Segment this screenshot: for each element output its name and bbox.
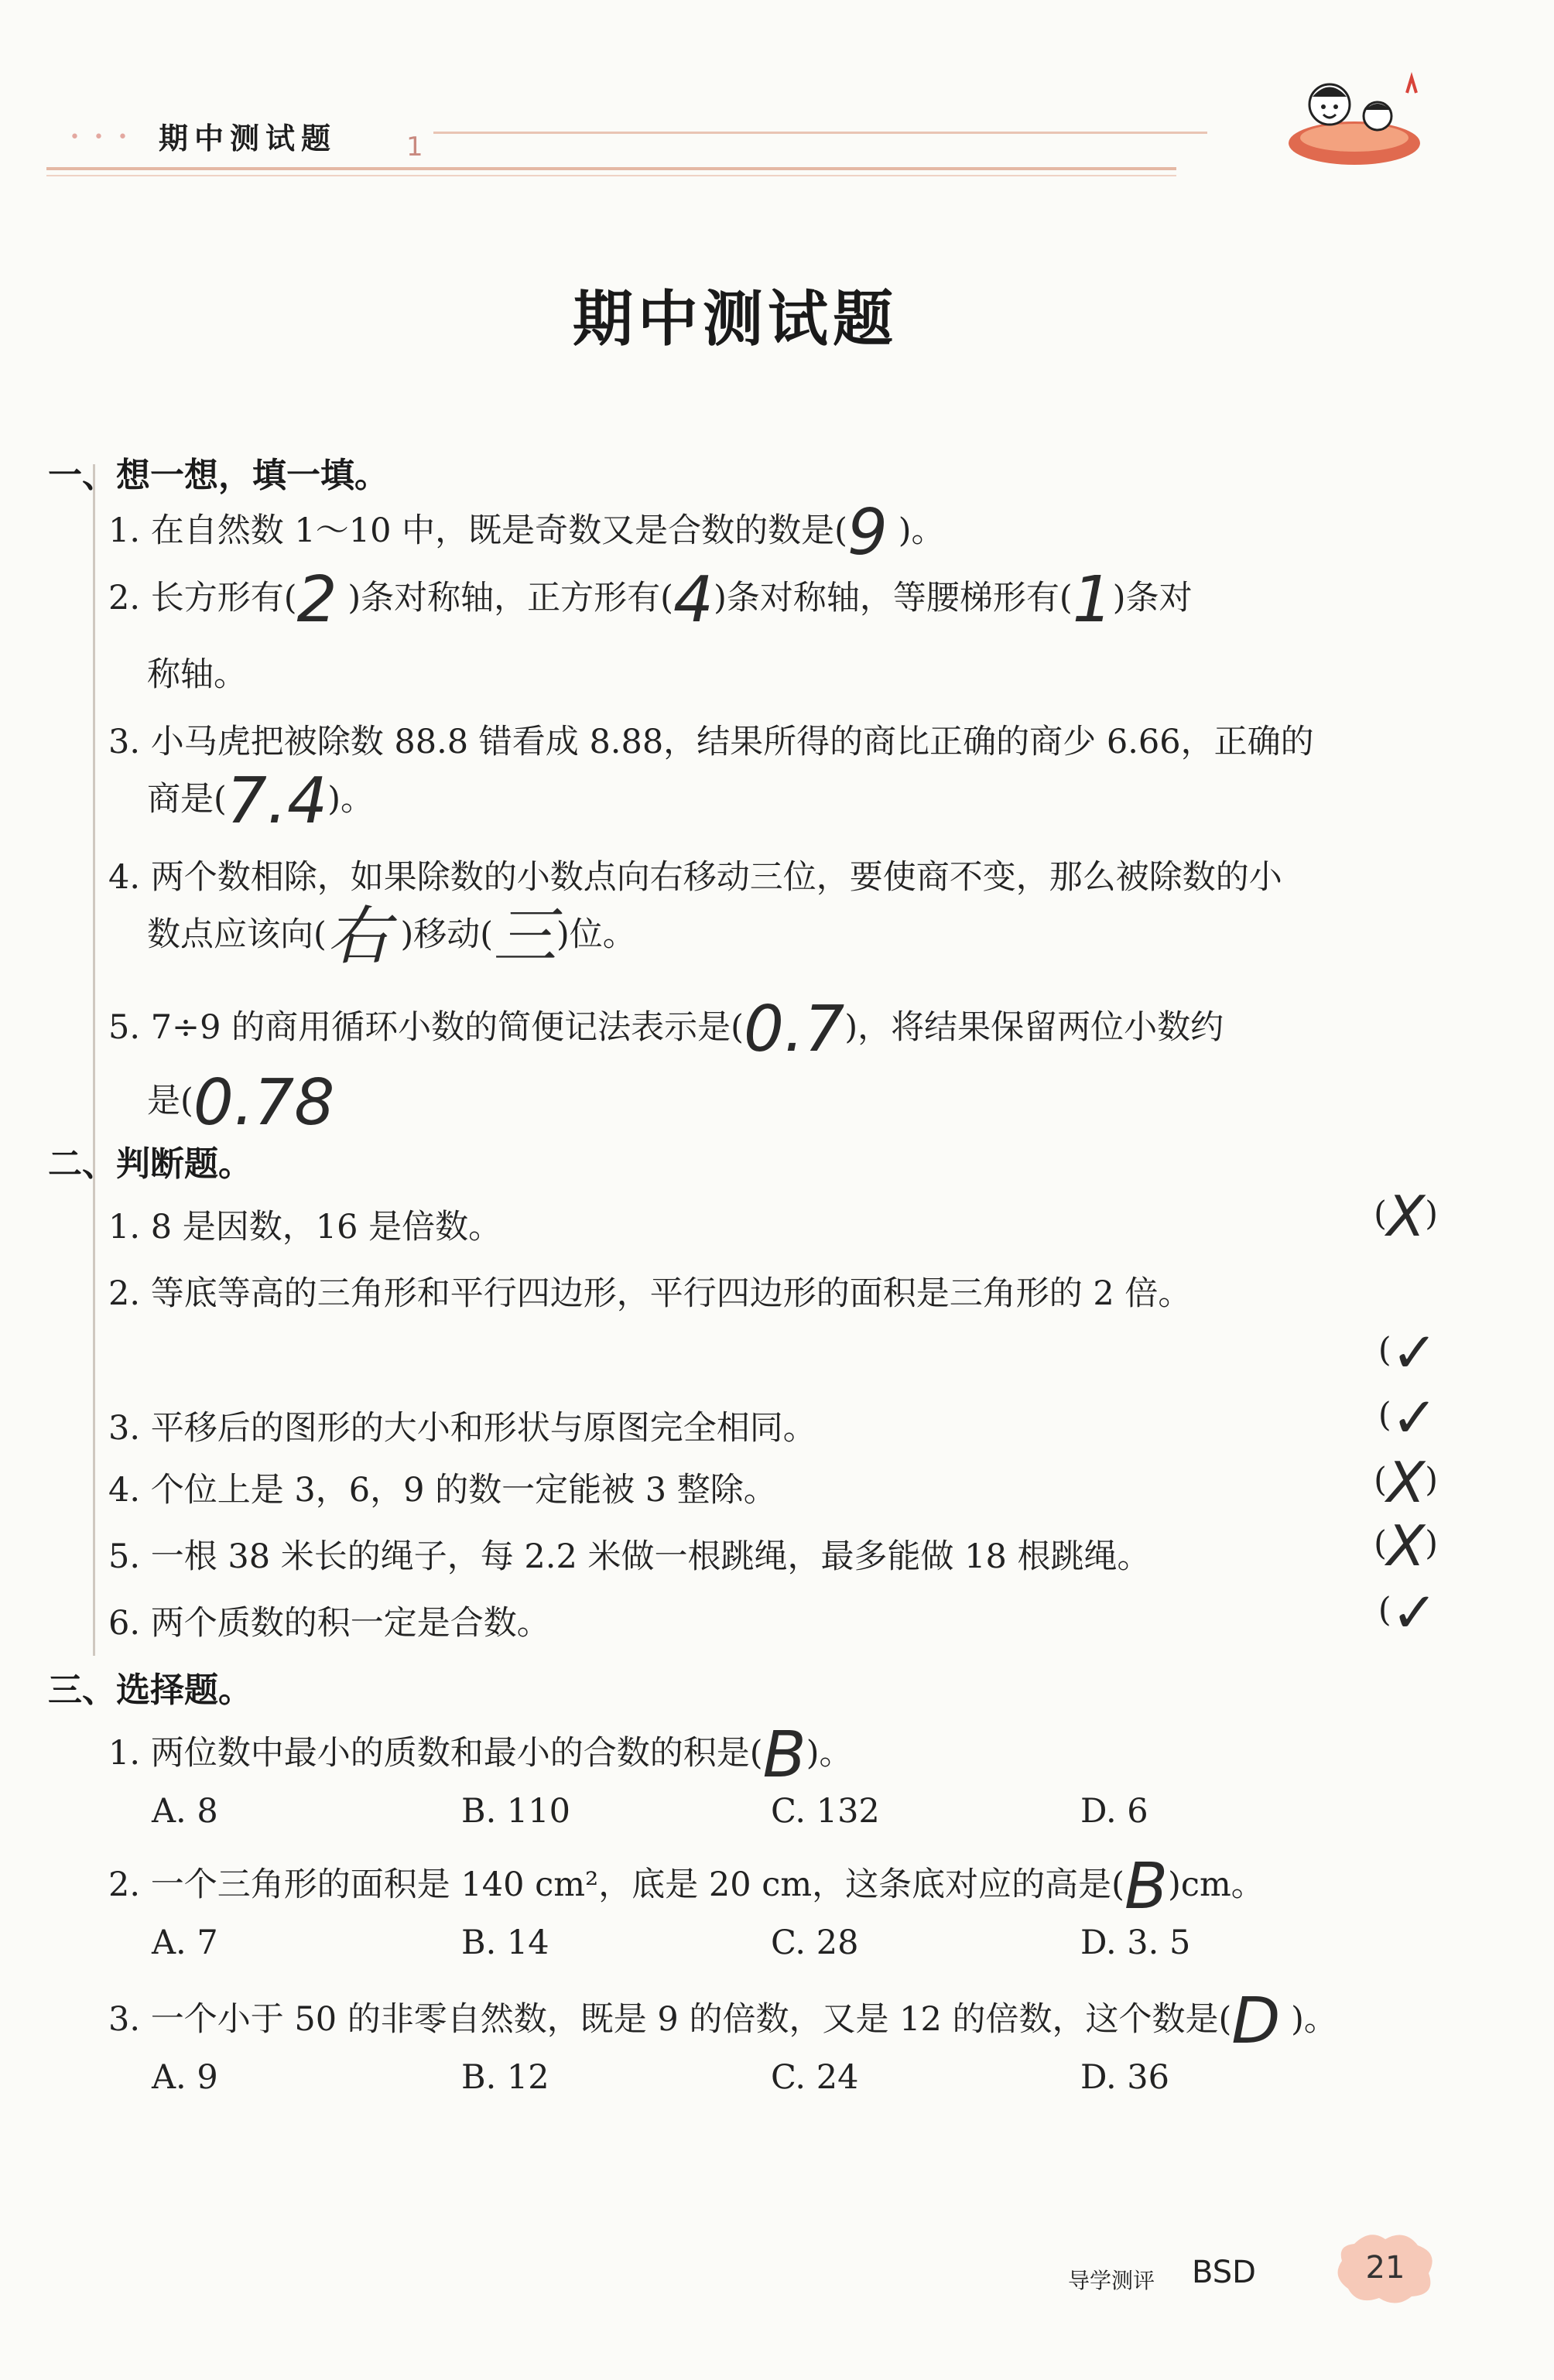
choice-q2-option-d: D. 3. 5	[1080, 1923, 1191, 1962]
fill-q2-line2: 称轴。	[147, 655, 247, 694]
section-judge-heading: 二、判断题。	[48, 1144, 252, 1184]
choice-q3-option-b: B. 12	[461, 2058, 549, 2097]
handwritten-answer: B	[1124, 1850, 1169, 1923]
margin-line	[93, 464, 95, 1656]
choice-q1-option-b: B. 110	[461, 1792, 571, 1831]
fill-q3-line1: 3. 小马虎把被除数 88.8 错看成 8.88，结果所得的商比正确的商少 6.66，正确的	[108, 723, 1314, 761]
choice-q3-option-d: D. 36	[1080, 2058, 1169, 2097]
header-bar-thin	[46, 175, 1176, 176]
footer-brand: BSD	[1192, 2255, 1256, 2290]
choice-q1: 1. 两位数中最小的质数和最小的合数的积是(B)。	[108, 1718, 853, 1792]
handwritten-answer: 0.78	[193, 1066, 335, 1140]
page-number: 21	[1365, 2250, 1405, 2286]
handwritten-answer: B	[762, 1718, 806, 1792]
mascot-illustration	[1269, 70, 1424, 170]
judge-mark-6: (✓	[1378, 1580, 1438, 1645]
document-title: 期中测试题	[572, 285, 898, 354]
judge-mark-3: (✓	[1378, 1385, 1438, 1450]
judge-item-6: 6. 两个质数的积一定是合数。	[108, 1604, 550, 1643]
fill-q4-line2: 数点应该向(右 )移动(三)位。	[147, 900, 636, 973]
choice-q1-option-d: D. 6	[1080, 1792, 1148, 1831]
handwritten-answer: D	[1231, 1985, 1281, 2058]
handwritten-answer: 右	[326, 900, 390, 973]
choice-q1-option-a: A. 8	[152, 1792, 218, 1831]
fill-q1: 1. 在自然数 1～10 中，既是奇数又是合数的数是(9 )。	[108, 496, 945, 569]
judge-item-4: 4. 个位上是 3，6，9 的数一定能被 3 整除。	[108, 1471, 777, 1510]
choice-q3-option-a: A. 9	[152, 2058, 218, 2097]
header-title: 期中测试题	[159, 121, 337, 156]
judge-mark-5: (X)	[1374, 1513, 1438, 1578]
header-bar	[46, 167, 1176, 170]
judge-mark-1: (X)	[1374, 1184, 1438, 1249]
section-choice-heading: 三、选择题。	[48, 1670, 252, 1710]
handwritten-answer: 0.7	[743, 993, 845, 1066]
handwritten-answer: 1	[1072, 563, 1113, 637]
judge-item-5: 5. 一根 38 米长的绳子，每 2.2 米做一根跳绳，最多能做 18 根跳绳。	[108, 1537, 1151, 1576]
choice-q3-option-c: C. 24	[771, 2058, 859, 2097]
fill-q5-line2: 是(0.78	[147, 1066, 335, 1140]
header-number: 1	[406, 132, 423, 162]
judge-item-1: 1. 8 是因数，16 是倍数。	[108, 1208, 502, 1246]
judge-item-2: 2. 等底等高的三角形和平行四边形，平行四边形的面积是三角形的 2 倍。	[108, 1274, 1192, 1313]
judge-mark-4: (X)	[1374, 1450, 1438, 1515]
choice-q2: 2. 一个三角形的面积是 140 cm²，底是 20 cm，这条底对应的高是(B)cm。	[108, 1850, 1265, 1923]
judge-mark-2: (✓	[1378, 1320, 1438, 1385]
handwritten-answer: 2	[296, 563, 337, 637]
choice-q2-option-c: C. 28	[771, 1923, 859, 1962]
header-dots: •••	[70, 128, 142, 147]
choice-q3: 3. 一个小于 50 的非零自然数，既是 9 的倍数，又是 12 的倍数，这个数是(D )。	[108, 1985, 1337, 2058]
fill-q5-line1: 5. 7÷9 的商用循环小数的简便记法表示是(0.7)，将结果保留两位小数约	[108, 993, 1224, 1066]
choice-q1-option-c: C. 132	[771, 1792, 880, 1831]
section-fill-heading: 一、想一想，填一填。	[48, 456, 388, 495]
handwritten-answer: 三	[493, 900, 557, 973]
handwritten-answer: 4	[673, 563, 714, 637]
header-rule	[433, 132, 1207, 134]
footer-label: 导学测评	[1068, 2268, 1155, 2293]
fill-q4-line1: 4. 两个数相除，如果除数的小数点向右移动三位，要使商不变，那么被除数的小	[108, 858, 1282, 897]
fill-q3-line2: 商是(7.4)。	[147, 764, 374, 838]
choice-q2-option-a: A. 7	[152, 1923, 218, 1962]
choice-q2-option-b: B. 14	[461, 1923, 549, 1962]
handwritten-answer: 7.4	[226, 764, 328, 838]
fill-q2: 2. 长方形有(2 )条对称轴，正方形有(4)条对称轴，等腰梯形有(1)条对	[108, 563, 1193, 637]
judge-item-3: 3. 平移后的图形的大小和形状与原图完全相同。	[108, 1409, 816, 1448]
handwritten-answer: 9	[847, 496, 888, 569]
